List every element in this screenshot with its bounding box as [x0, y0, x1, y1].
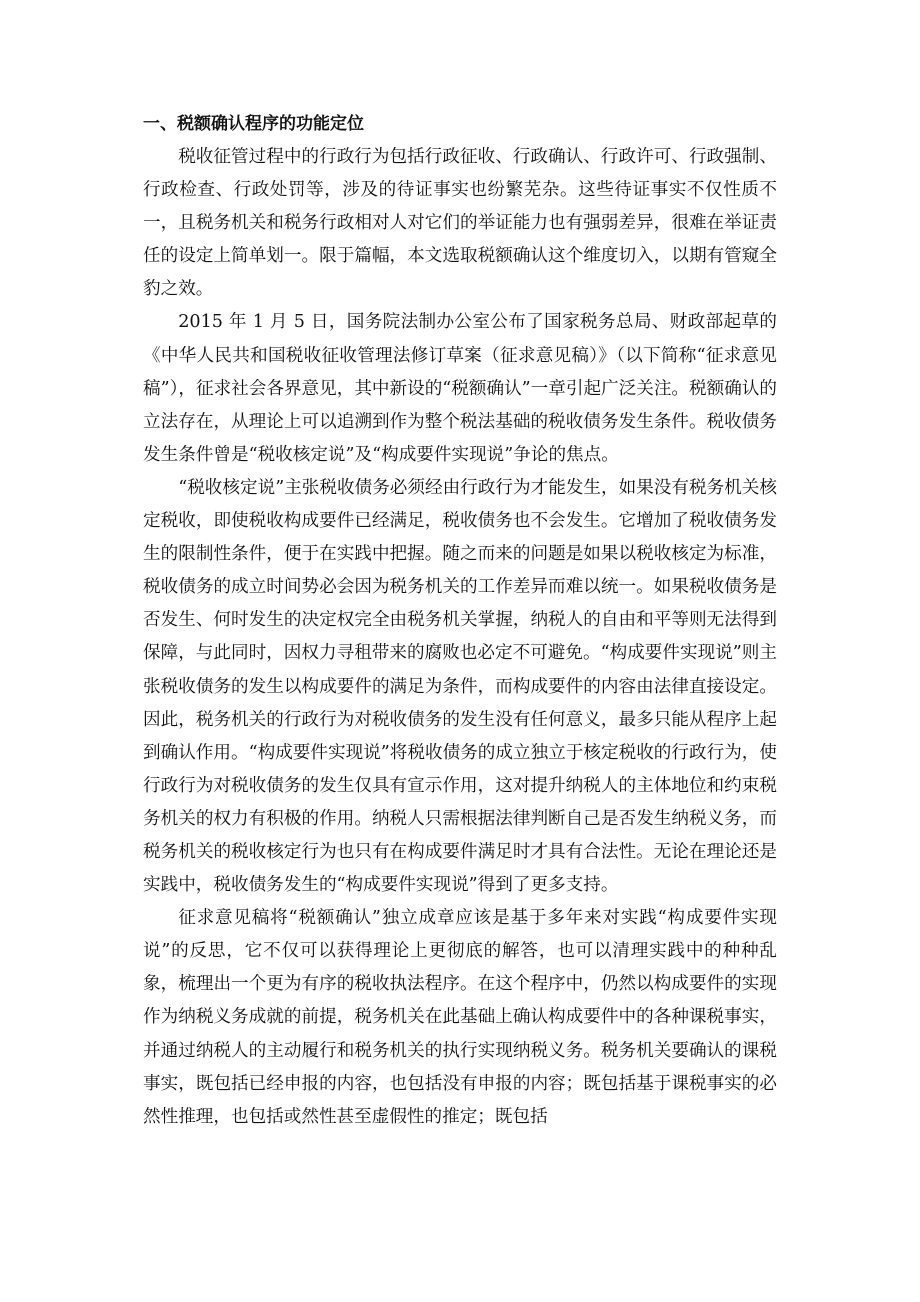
- paragraph-3: “税收核定说”主张税收债务必须经由行政行为才能发生，如果没有税务机关核定税收，即使税收构成要件已经满足，税收债务也不会发生。它增加了税收债务发生的限制性条件，便于在实践中把握。随之而来的问题是如果以税收核定为标准，税收债务的成立时间势必会因为税务机关的工作差异而难以统一。如果税收债务是否发生、何时发生的决定权完全由税务机关掌握，纳税人的自由和平等则无法得到保障，与此同时，因权力寻租带来的腐败也必定不可避免。“构成要件实现说”则主张税收债务的发生以构成要件的满足为条件，而构成要件的内容由法律直接设定。因此，税务机关的行政行为对税收债务的发生没有任何意义，最多只能从程序上起到确认作用。“构成要件实现说”将税收债务的成立独立于核定税收的行政行为，使行政行为对税收债务的发生仅具有宣示作用，这对提升纳税人的主体地位和约束税务机关的权力有积极的作用。纳税人只需根据法律判断自己是否发生纳税义务，而税务机关的税收核定行为也只有在构成要件满足时才具有合法性。无论在理论还是实践中，税收债务发生的“构成要件实现说”得到了更多支持。: [143, 477, 777, 896]
- paragraph-4: 征求意见稿将“税额确认”独立成章应该是基于多年来对实践“构成要件实现说”的反思，它不仅可以获得理论上更彻底的解答，也可以清理实践中的种种乱象，梳理出一个更为有序的税收执法程序。在这个程序中，仍然以构成要件的实现作为纳税义务成就的前提，税务机关在此基础上确认构成要件中的各种课税事实，并通过纳税人的主动履行和税务机关的执行实现纳税义务。税务机关要确认的课税事实，既包括已经申报的内容，也包括没有申报的内容；既包括基于课税事实的必然性推理，也包括或然性甚至虚假性的推定；既包括: [143, 908, 777, 1127]
- section-heading: 一、税额确认程序的功能定位: [143, 114, 364, 134]
- paragraph-1: 税收征管过程中的行政行为包括行政征收、行政确认、行政许可、行政强制、行政检查、行政处罚等，涉及的待证事实也纷繁芜杂。这些待证事实不仅性质不一，且税务机关和税务行政相对人对它们的举证能力也有强弱差异，很难在举证责任的设定上简单划一。限于篇幅，本文选取税额确认这个维度切入，以期有管窥全豹之效。: [143, 147, 777, 300]
- document-body: [143, 108, 777, 1134]
- paragraph-2: 2015 年 1 月 5 日，国务院法制办公室公布了国家税务总局、财政部起草的《中华人民共和国税收征收管理法修订草案（征求意见稿）》（以下简称“征求意见稿”），征求社会各界意见，其中新设的“税额确认”一章引起广泛关注。税额确认的立法存在，从理论上可以追溯到作为整个税法基础的税收债务发生条件。税收债务发生条件曾是“税收核定说”及“构成要件实现说”争论的焦点。: [143, 312, 777, 465]
